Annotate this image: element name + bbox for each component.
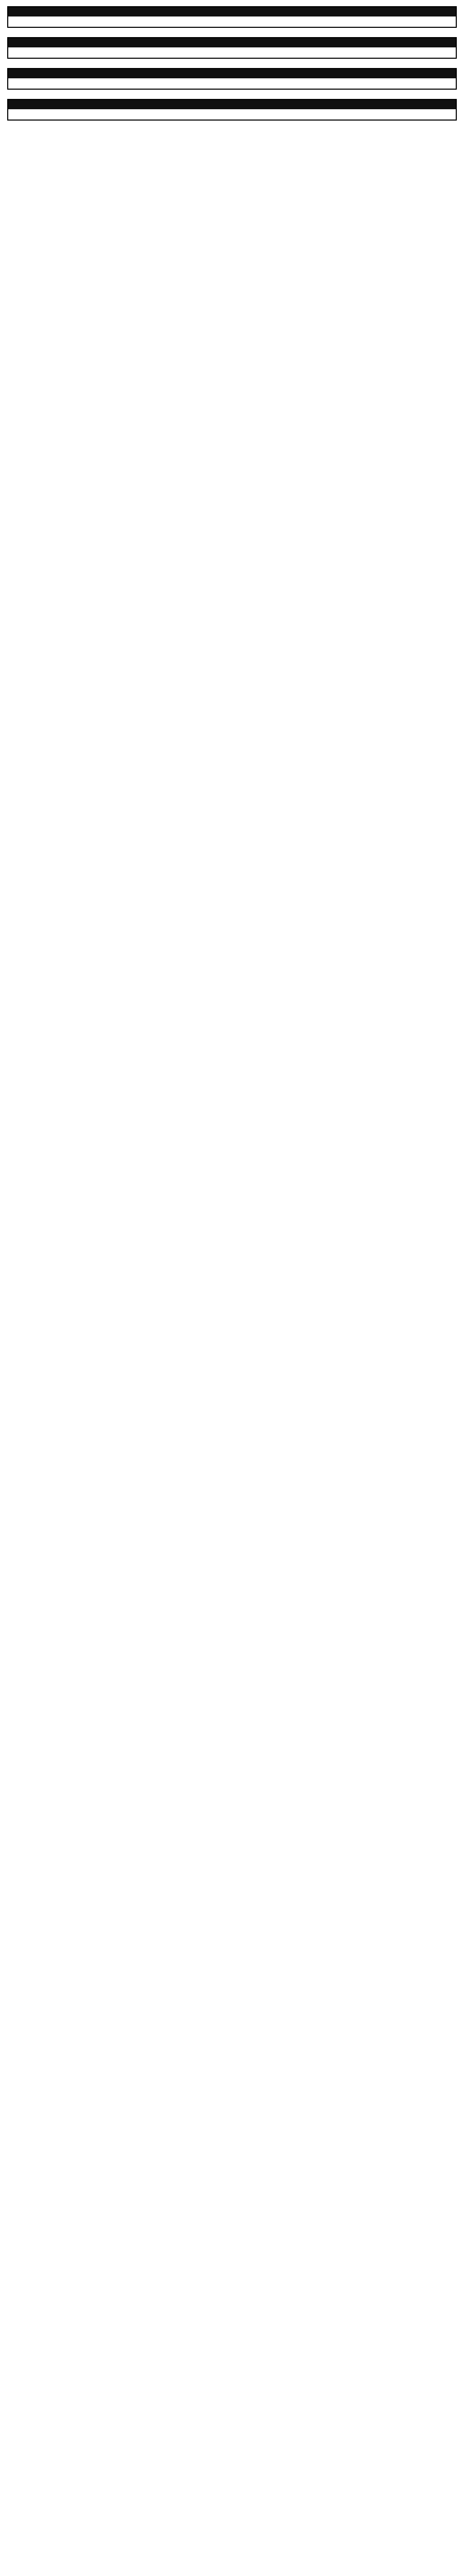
- exam-paper: [7, 99, 457, 121]
- exam-paper: [7, 68, 457, 90]
- exam-paper: [7, 6, 457, 28]
- papers-container: [7, 6, 457, 121]
- paper-banner: [8, 100, 456, 109]
- paper-banner: [8, 7, 456, 16]
- paper-banner: [8, 38, 456, 47]
- exam-paper: [7, 37, 457, 59]
- paper-banner: [8, 69, 456, 78]
